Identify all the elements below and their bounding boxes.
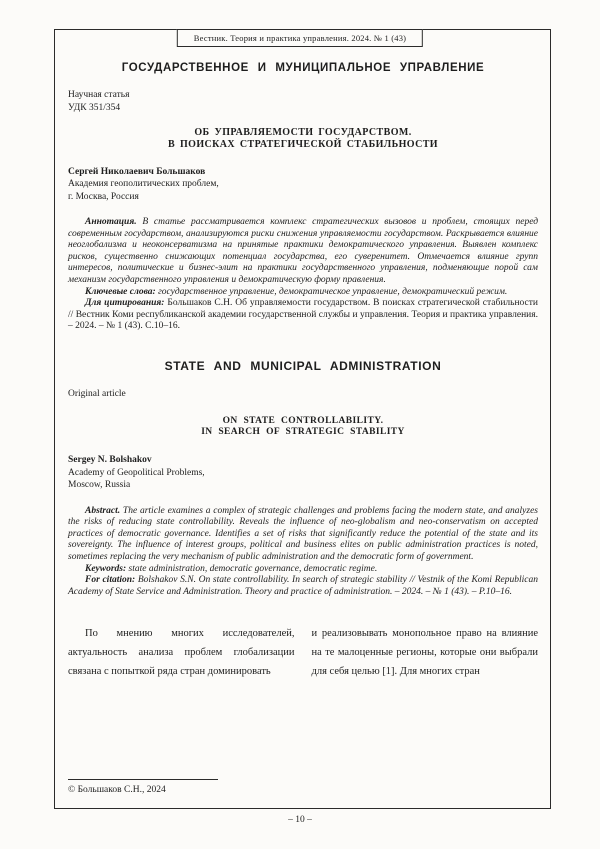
article-meta-ru: [68, 89, 538, 114]
affiliation-ru-line2: г. Москва, Россия: [68, 191, 139, 202]
affiliation-en-line1: Academy of Geopolitical Problems,: [68, 467, 205, 478]
article-title-en-line1: ON STATE CONTROLLABILITY.: [222, 415, 384, 426]
journal-header-box: [177, 29, 423, 47]
keywords-ru-label: Ключевые слова:: [85, 286, 156, 297]
abstract-en-label: Abstract.: [85, 505, 121, 516]
udc-number: УДК 351/354: [68, 102, 121, 113]
section-heading-ru: ГОСУДАРСТВЕННОЕ И МУНИЦИПАЛЬНОЕ УПРАВЛЕНИЕ: [121, 62, 485, 74]
citation-ru: [68, 298, 538, 333]
citation-en-text: Bolshakov S.N. On state controllability. In search of strategic stability // Vestnik of the Komi Republican Academy of State Service and Administration. Theory and practice of administration. – 2024. – № 1 (43). – P.10–16.: [68, 575, 538, 597]
author-block-en: [68, 454, 538, 492]
section-heading-en: STATE AND MUNICIPAL ADMINISTRATION: [164, 359, 442, 374]
article-title-ru-line1: ОБ УПРАВЛЯЕМОСТИ ГОСУДАРСТВОМ.: [194, 127, 412, 138]
article-body-columns: [68, 624, 538, 681]
body-column-right: и реализовывать монопольное право на влияние на те малоценные регионы, которые они выбрали для себя целью [1]. Для многих стран: [311, 628, 538, 678]
author-block-ru: [68, 166, 538, 204]
page-footer: [68, 779, 538, 795]
keywords-ru-text: государственное управление, демократическое управление, демократический режим.: [155, 286, 508, 297]
body-column-left: По мнению многих исследователей, актуальность анализа проблем глобализации связана с попыткой ряда стран доминировать: [68, 628, 295, 678]
abstract-ru-label: Аннотация.: [85, 217, 137, 228]
page-content: [68, 34, 538, 681]
article-type-en: Original article: [68, 389, 126, 400]
article-type-ru: Научная статья: [68, 90, 130, 100]
keywords-en: [68, 564, 538, 576]
article-title-en: [68, 416, 538, 440]
abstract-ru-text: В статье рассматривается комплекс стратегических вызовов и проблем, стоящих перед современным государством, анализируются риски снижения управляемости государством. Раскрывается влияние неоглобализма и неоконсерватизма на принятые практики демократического управления. Выявлен комплекс рисков, существенно снижающих потенциал государства, его суверенитет. Отмечается влияние групп интересов, политические и бизнес-элит на практики государственного управления, подменяющие порой сам механизм государственного управления и демократическую форму правления.: [68, 217, 538, 286]
abstract-en-text: The article examines a complex of strategic challenges and problems facing the modern state, and analyzes the risks of reducing state controllability. Reveals the influence of neo-globalism and neo-conservatism on accepted practices of democratic governance. Identifies a set of risks that significantly reduce the potential of the state and its sovereignty. The influence of interest groups, political and business elites on public administration practices is noted, sometimes replacing the very mechanism of public administration and the democratic form of government.: [68, 505, 538, 562]
footnote-rule: [68, 779, 218, 780]
journal-header-text: Вестник. Теория и практика управления. 2024. № 1 (43): [193, 33, 407, 43]
affiliation-ru-line1: Академия геополитических проблем,: [68, 179, 219, 190]
abstract-en: [68, 506, 538, 564]
citation-ru-text: Большаков С.Н. Об управляемости государством. В поисках стратегической стабильности // Вестник Коми республиканской академии государственной службы и управления. Теория и практика управления. – 2024. – № 1 (43). С.10–16.: [68, 298, 538, 332]
affiliation-en-line2: Moscow, Russia: [68, 480, 131, 491]
keywords-en-text: state administration, democratic governance, democratic regime.: [126, 563, 378, 574]
keywords-ru: [68, 287, 538, 299]
article-title-ru-line2: В ПОИСКАХ СТРАТЕГИЧЕСКОЙ СТАБИЛЬНОСТИ: [168, 138, 438, 150]
citation-ru-label: Для цитирования:: [85, 298, 165, 309]
keywords-en-label: Keywords:: [85, 563, 127, 574]
page-number: – 10 –: [288, 815, 312, 825]
article-title-en-line2: IN SEARCH OF STRATEGIC STABILITY: [201, 427, 405, 438]
abstract-ru: [68, 217, 538, 287]
author-name-en: Sergey N. Bolshakov: [68, 455, 152, 466]
article-meta-en: [68, 388, 538, 401]
author-name-ru: Сергей Николаевич Большаков: [68, 166, 206, 177]
citation-en-label: For citation:: [85, 575, 136, 586]
copyright-notice: © Большаков С.Н., 2024: [68, 785, 166, 795]
article-title-ru: [68, 127, 538, 151]
citation-en: [68, 575, 538, 598]
